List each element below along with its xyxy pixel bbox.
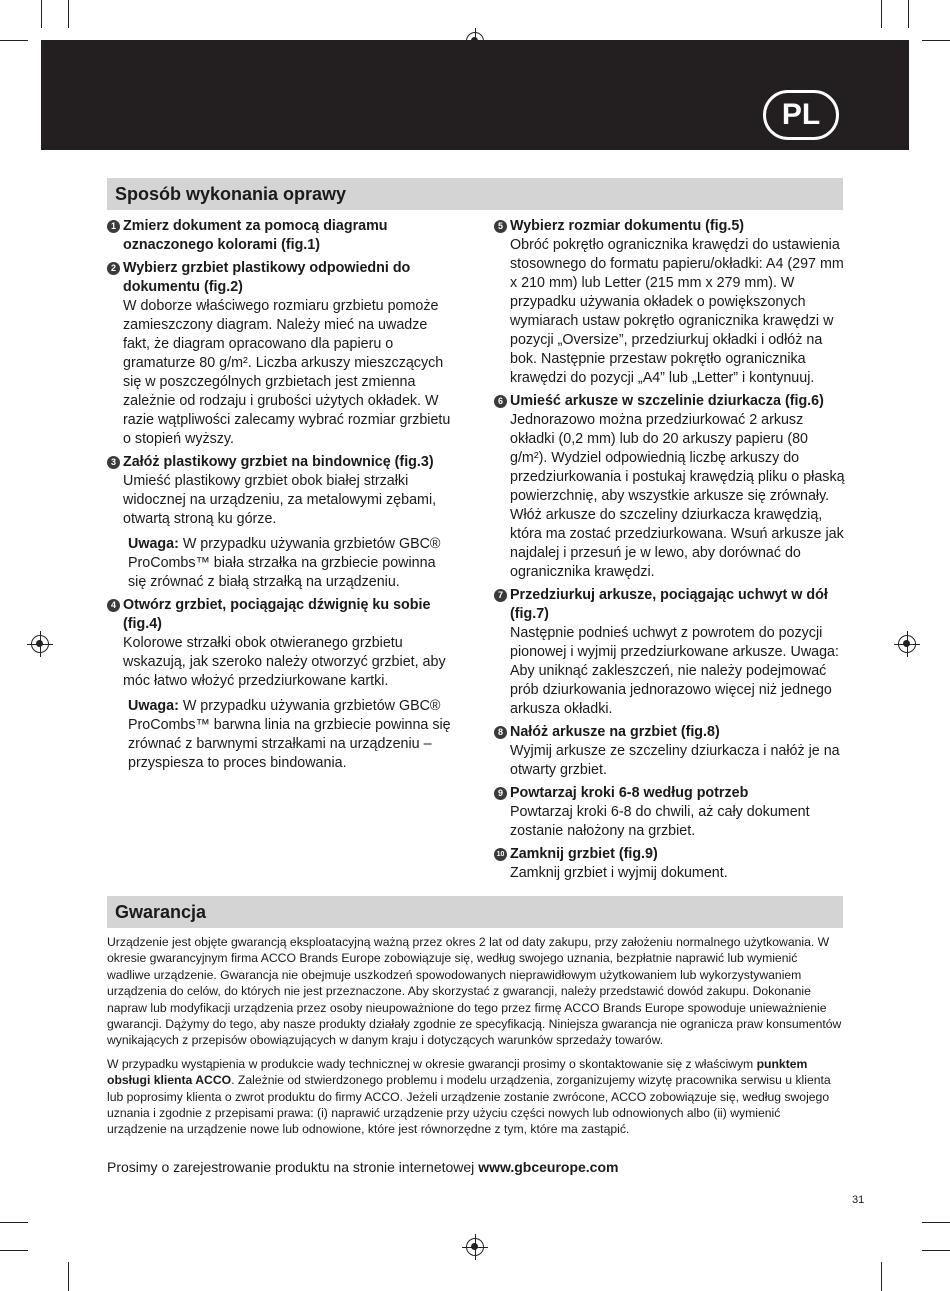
note-label: Uwaga:	[128, 698, 179, 714]
step-body: Umieść plastikowy grzbiet obok białej strzałki widocznej na urządzeniu, za metalowymi zębami, otwartą stroną ku górze.	[123, 473, 437, 527]
crop-mark	[0, 1250, 28, 1251]
section-heading-assembly: Sposób wykonania oprawy	[107, 178, 843, 210]
step-number-icon: 2	[107, 262, 120, 275]
step-7	[494, 586, 846, 719]
step-2	[107, 259, 452, 449]
step-8	[494, 723, 846, 780]
page-number: 31	[852, 1194, 865, 1206]
step-body: Powtarzaj kroki 6-8 do chwili, aż cały dokument zostanie nałożony na grzbiet.	[510, 804, 810, 839]
step-title: Nałóż arkusze na grzbiet (fig.8)	[510, 724, 720, 740]
step-body: Kolorowe strzałki obok otwieranego grzbietu wskazują, jak szeroko należy otworzyć grzbiet, aby móc łatwo włożyć przedziurkowane kartki.	[123, 635, 446, 689]
step-title: Powtarzaj kroki 6-8 według potrzeb	[510, 785, 749, 801]
step-3	[107, 453, 452, 529]
step-body: Następnie podnieś uchwyt z powrotem do pozycji pionowej i wyjmij przedziurkowane arkusze. Uwaga: Aby uniknąć zakleszczeń, nie należy podejmować prób dziurkowania jednorazowo więcej niż jednego arkusza okładki.	[510, 625, 839, 717]
step-title: Przedziurkuj arkusze, pociągając uchwyt w dół (fig.7)	[510, 587, 828, 622]
step-number-icon: 4	[107, 599, 120, 612]
registration-mark-icon	[898, 635, 916, 653]
language-badge: PL	[763, 90, 839, 140]
step-6	[494, 392, 846, 582]
step-title: Umieść arkusze w szczelinie dziurkacza (fig.6)	[510, 393, 824, 409]
crop-mark	[908, 0, 909, 28]
note-procombs-white-arrow	[107, 535, 452, 592]
step-title: Zmierz dokument za pomocą diagramu oznaczonego kolorami (fig.1)	[123, 218, 388, 253]
step-body: W doborze właściwego rozmiaru grzbietu pomoże zamieszczony diagram. Należy mieć na uwadze fakt, że diagram opracowano dla papieru o gramaturze 80 g/m². Liczba arkuszy mieszczących się w poszczególnych grzbietach jest zmienna zależnie od rodzaju i grubości użytych okładek. W razie wątpliwości zalecamy wybrać rozmiar grzbietu o stopień wyższy.	[123, 298, 451, 447]
section-heading-warranty: Gwarancja	[107, 896, 843, 928]
crop-mark	[68, 0, 69, 28]
instructions-left-column	[107, 217, 452, 777]
step-number-icon: 5	[494, 220, 507, 233]
step-number-icon: 9	[494, 787, 507, 800]
website-link[interactable]: www.gbceurope.com	[478, 1159, 619, 1175]
step-number-icon: 1	[107, 220, 120, 233]
step-title: Wybierz rozmiar dokumentu (fig.5)	[510, 218, 745, 234]
crop-mark	[881, 0, 882, 28]
crop-mark	[0, 1222, 28, 1223]
registration-line	[107, 1158, 843, 1176]
customer-service-label: punktem obsługi klienta ACCO	[107, 1056, 808, 1088]
instructions-right-column	[494, 217, 846, 887]
step-body: Zamknij grzbiet i wyjmij dokument.	[510, 865, 728, 881]
step-title: Otwórz grzbiet, pociągając dźwignię ku sobie (fig.4)	[123, 597, 431, 632]
crop-mark	[881, 1262, 882, 1291]
step-title: Wybierz grzbiet plastikowy odpowiedni do dokumentu (fig.2)	[123, 260, 411, 295]
step-4	[107, 596, 452, 691]
step-10	[494, 845, 846, 883]
step-body: Obróć pokrętło ogranicznika krawędzi do ustawienia stosownego do formatu papieru/okładki: A4 (297 mm x 210 mm) lub Letter (215 mm x 279 mm). W przypadku używania okładek o powiększonych wymiarach ustaw pokrętło ogranicznika krawędzi w pozycji „Oversize”, przedziurkuj okładki i odłóż na bok. Następnie przestaw pokrętło ogranicznika krawędzi do pozycji „A4” lub „Letter” i kontynuuj.	[510, 237, 844, 386]
crop-mark	[922, 40, 950, 41]
crop-mark	[41, 0, 42, 28]
note-text: W przypadku używania grzbietów GBC® ProCombs™ biała strzałka na grzbiecie powinna się zrównać z białą strzałką na urządzeniu.	[128, 536, 441, 590]
registration-text: Prosimy o zarejestrowanie produktu na stronie internetowej	[107, 1159, 479, 1175]
step-number-icon: 3	[107, 456, 120, 469]
warranty-paragraph	[107, 1056, 843, 1138]
step-body: Wyjmij arkusze ze szczeliny dziurkacza i nałóż je na otwarty grzbiet.	[510, 743, 840, 778]
crop-mark	[0, 40, 28, 41]
step-number-icon: 6	[494, 395, 507, 408]
warranty-text-start: W przypadku wystąpienia w produkcie wady technicznej w okresie gwarancji prosimy o skontaktowanie się z właściwym	[107, 1056, 757, 1071]
step-number-icon: 10	[494, 848, 507, 861]
crop-mark	[68, 1262, 69, 1291]
note-procombs-color-line	[107, 697, 452, 773]
crop-mark	[922, 1222, 950, 1223]
step-5	[494, 217, 846, 388]
step-title: Załóż plastikowy grzbiet na bindownicę (fig.3)	[123, 454, 434, 470]
step-title: Zamknij grzbiet (fig.9)	[510, 846, 658, 862]
step-number-icon: 8	[494, 726, 507, 739]
step-9	[494, 784, 846, 841]
note-label: Uwaga:	[128, 536, 179, 552]
step-number-icon: 7	[494, 589, 507, 602]
crop-mark	[922, 1250, 950, 1251]
warranty-paragraph: Urządzenie jest objęte gwarancją eksploatacyjną ważną przez okres 2 lat od daty zakupu, przy założeniu normalnego użytkowania. W okresie gwarancyjnym firma ACCO Brands Europe zobowiązuje się, według swojego uznania, bezpłatnie naprawić lub wymienić wadliwe urządzenie. Gwarancja nie obejmuje uszkodzeń spowodowanych nieprawidłowym użytkowaniem lub wykorzystywaniem urządzenia do celów, do których nie jest przeznaczone. Aby skorzystać z gwarancji, należy przedstawić dowód zakupu. Dokonanie napraw lub modyfikacji urządzenia przez osoby nieupoważnione do tego przez firmę ACCO Brands Europe spowoduje unieważnienie gwarancji. Dążymy do tego, aby nasze produkty działały zgodnie ze specyfikacją. Niniejsza gwarancja nie ogranicza praw konsumentów wynikających z przepisów obowiązujących w danym kraju i dotyczących warunków sprzedaży towarów.	[107, 935, 842, 1048]
step-body: Jednorazowo można przedziurkować 2 arkusz okładki (0,2 mm) lub do 20 arkuszy papieru (80 g/m²). Wydziel odpowiednią liczbę arkuszy do przedziurkowania i postukaj krawędzią pliku o płaską powierzchnię, aby wszystkie arkusze się zrównały. Włóż arkusze do szczeliny dziurkacza krawędzią, która ma zostać przedziurkowana. Wsuń arkusze jak najdalej i przesuń je w lewo, aby dorównać do ogranicznika krawędzi.	[510, 412, 845, 580]
registration-mark-icon	[466, 1238, 484, 1256]
note-text: W przypadku używania grzbietów GBC® ProCombs™ barwna linia na grzbiecie powinna się zrównać z barwnymi strzałkami na urządzeniu – przyspiesza to proces bindowania.	[128, 698, 451, 771]
warranty-text-end: . Zależnie od stwierdzonego problemu i modelu urządzenia, zorganizujemy wizytę pracownika serwisu u klienta lub poprosimy klienta o zwrot produktu do firmy ACCO. Jeżeli urządzenie zostanie zwrócone, ACCO zobowiązuje się, według swojego uznania i zgodnie z przepisami prawa: (i) naprawić urządzenie przy użyciu części nowych lub odnowionych albo (ii) wymienić urządzenie na urządzenie nowe lub odnowione, które jest równorzędne z tym, które ma zastąpić.	[107, 1073, 831, 1137]
registration-mark-icon	[31, 635, 49, 653]
warranty-text	[107, 934, 843, 1145]
step-1	[107, 217, 452, 255]
